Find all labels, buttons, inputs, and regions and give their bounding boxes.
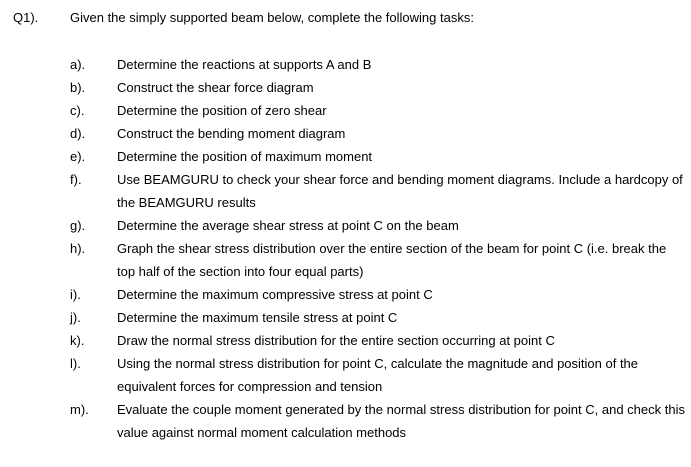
task-letter: d). — [70, 126, 86, 141]
task-text: Determine the maximum tensile stress at point C — [117, 310, 398, 325]
task-text: Evaluate the couple moment generated by the normal stress distribution for point C, and check this value against normal moment calculation methods — [117, 402, 685, 440]
task-text: Determine the maximum compressive stress at point C — [117, 287, 433, 302]
task-text: Determine the average shear stress at point C on the beam — [117, 218, 459, 233]
task-text: Use BEAMGURU to check your shear force and bending moment diagrams. Include a hardcopy of the BEAMGURU results — [117, 172, 683, 210]
task-letter: j). — [70, 310, 81, 325]
task-text: Determine the position of zero shear — [117, 103, 327, 118]
task-letter: b). — [70, 80, 86, 95]
task-letter: h). — [70, 241, 86, 256]
task-letter: l). — [70, 356, 81, 371]
task-text: Draw the normal stress distribution for the entire section occurring at point C — [117, 333, 555, 348]
task-letter: i). — [70, 287, 81, 302]
question-number: Q1). — [13, 10, 39, 25]
task-text: Construct the shear force diagram — [117, 80, 314, 95]
task-text: Determine the reactions at supports A and B — [117, 57, 372, 72]
task-text: Construct the bending moment diagram — [117, 126, 346, 141]
task-letter: k). — [70, 333, 85, 348]
task-letter: g). — [70, 218, 86, 233]
task-letter: m). — [70, 402, 89, 417]
question-intro: Given the simply supported beam below, complete the following tasks: — [70, 10, 474, 25]
task-letter: e). — [70, 149, 86, 164]
task-letter: c). — [70, 103, 85, 118]
task-text: Graph the shear stress distribution over the entire section of the beam for point C (i.e. break the top half of the section into four equal parts) — [117, 241, 667, 279]
task-text: Determine the position of maximum moment — [117, 149, 373, 164]
task-letter: a). — [70, 57, 86, 72]
task-text: Using the normal stress distribution for point C, calculate the magnitude and position of the equivalent forces for compression and tension — [117, 356, 639, 394]
task-letter: f). — [70, 172, 82, 187]
